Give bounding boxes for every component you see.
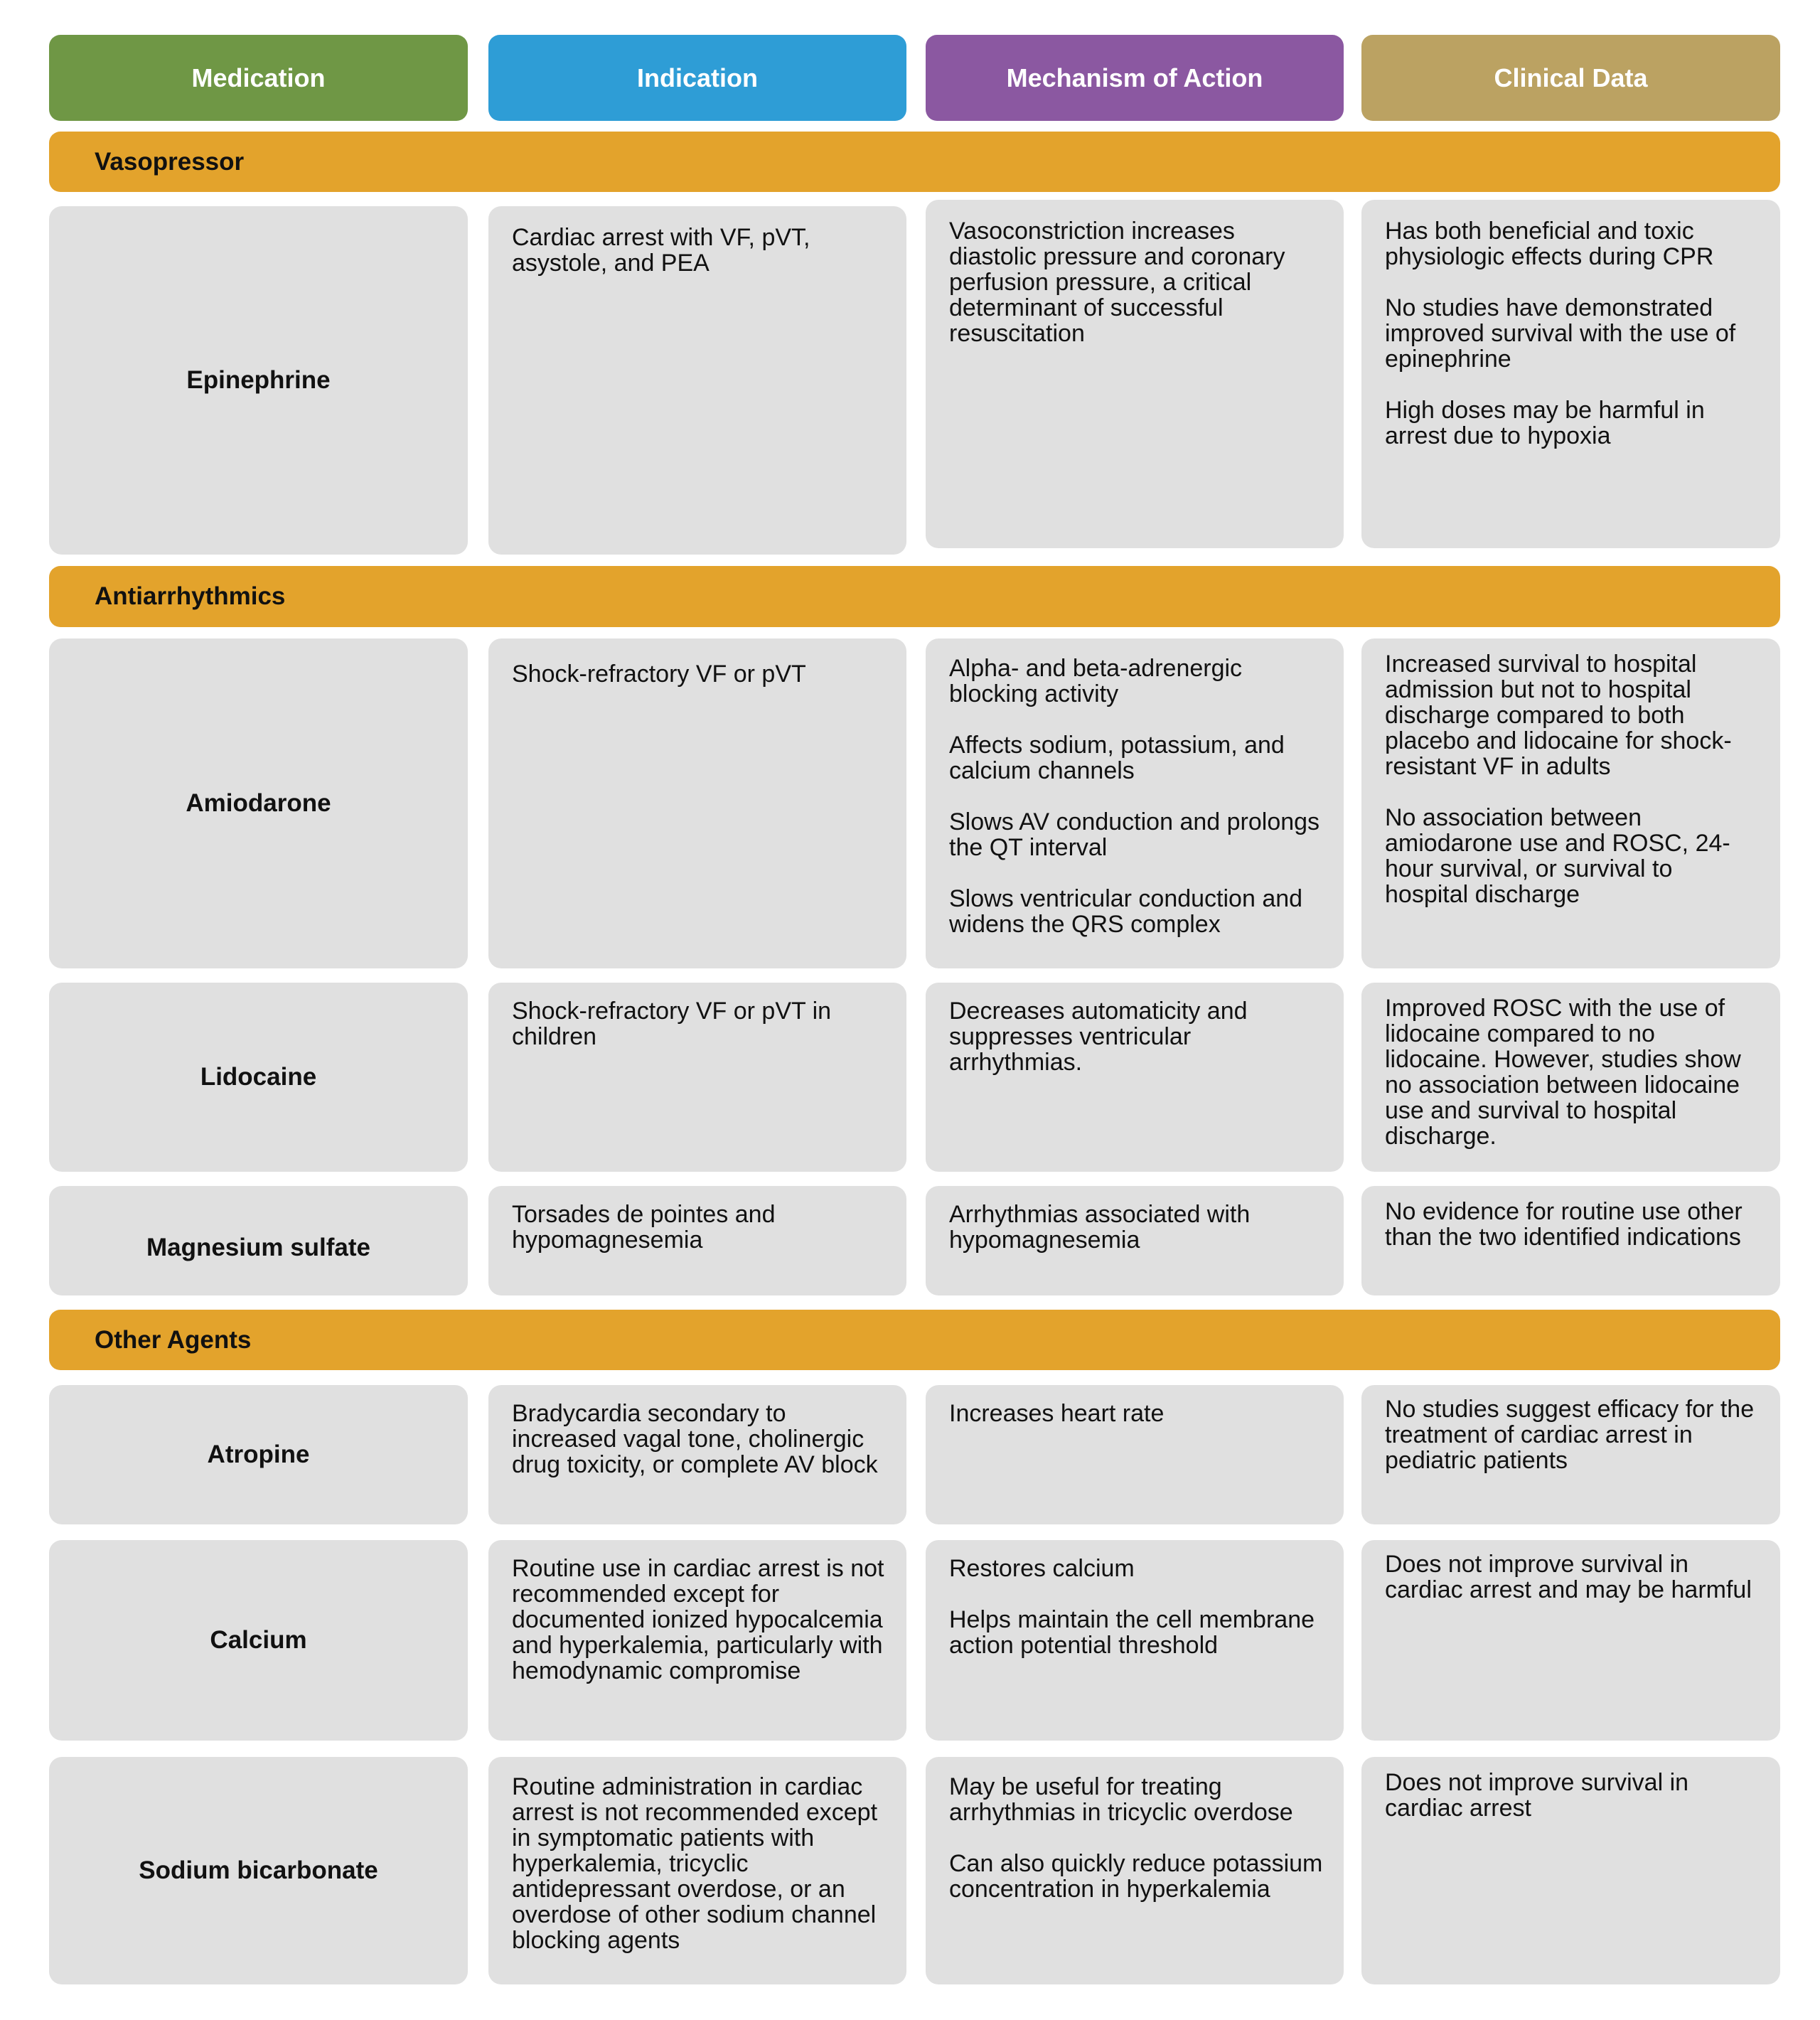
mechanism-text: Helps maintain the cell membrane action potential threshold [949, 1606, 1315, 1659]
clinical-text: Improved ROSC with the use of lidocaine compared to no lidocaine. However, studies show no association between lidocaine use and survival to hospital discharge. [1385, 995, 1741, 1150]
indication-text: Shock-refractory VF or pVT [512, 661, 806, 688]
indication-text: Routine use in cardiac arrest is not recommended except for documented ionized hypocalcemia and hyperkalemia, particularly with hemodynamic compromise [512, 1555, 884, 1684]
medication-cell-sodium-bicarbonate [49, 1757, 468, 1984]
header-label: Mechanism of Action [1006, 63, 1263, 92]
mechanism-cell-lidocaine [926, 983, 1344, 1172]
header-label: Clinical Data [1494, 63, 1648, 92]
mechanism-cell-epinephrine [926, 200, 1344, 548]
mechanism-text: May be useful for treating arrhythmias in tricyclic overdose [949, 1773, 1293, 1826]
clinical-text: Does not improve survival in cardiac arrest [1385, 1769, 1689, 1822]
mechanism-text: Arrhythmias associated with hypomagnesemia [949, 1201, 1251, 1254]
header-mechanism [926, 35, 1344, 121]
indication-cell-atropine [488, 1385, 906, 1524]
clinical-text: No association between amiodarone use and ROSC, 24-hour survival, or survival to hospital discharge [1385, 804, 1730, 908]
section-header-other-agents [49, 1310, 1780, 1370]
clinical-cell-atropine [1361, 1385, 1780, 1524]
medication-name: Magnesium sulfate [146, 1234, 371, 1261]
mechanism-text: Alpha- and beta-adrenergic blocking activity [949, 655, 1243, 707]
clinical-cell-magnesium-sulfate [1361, 1186, 1780, 1295]
clinical-cell-calcium [1361, 1540, 1780, 1741]
header-indication [488, 35, 906, 121]
indication-cell-amiodarone [488, 638, 906, 968]
section-title: Vasopressor [95, 147, 245, 176]
clinical-text: High doses may be harmful in arrest due to hypoxia [1385, 397, 1705, 449]
clinical-text: Does not improve survival in cardiac arrest and may be harmful [1385, 1551, 1752, 1603]
medication-cell-magnesium-sulfate [49, 1186, 468, 1295]
header-clinical-data [1361, 35, 1780, 121]
mechanism-text: Vasoconstriction increases diastolic pressure and coronary perfusion pressure, a critical determinant of successful resuscitation [949, 218, 1285, 347]
mechanism-text: Can also quickly reduce potassium concentration in hyperkalemia [949, 1850, 1323, 1903]
mechanism-cell-amiodarone [926, 638, 1344, 968]
section-header-vasopressor [49, 132, 1780, 192]
mechanism-text: Increases heart rate [949, 1400, 1165, 1427]
medication-cell-epinephrine [49, 206, 468, 555]
indication-cell-lidocaine [488, 983, 906, 1172]
clinical-text: No evidence for routine use other than the two identified indications [1385, 1198, 1743, 1251]
mechanism-text: Restores calcium [949, 1555, 1135, 1582]
indication-text: Shock-refractory VF or pVT in children [512, 998, 832, 1050]
indication-cell-epinephrine [488, 206, 906, 555]
medication-name: Amiodarone [186, 789, 331, 817]
indication-text: Bradycardia secondary to increased vagal tone, cholinergic drug toxicity, or complete AV block [512, 1400, 878, 1478]
clinical-text: Increased survival to hospital admission but not to hospital discharge compared to both placebo and lidocaine for shock-resistant VF in adults [1385, 651, 1732, 780]
indication-cell-calcium [488, 1540, 906, 1741]
indication-text: Torsades de pointes and hypomagnesemia [512, 1201, 776, 1254]
mechanism-text: Slows AV conduction and prolongs the QT interval [949, 808, 1320, 861]
medication-name: Atropine [207, 1441, 310, 1468]
medication-name: Lidocaine [200, 1063, 317, 1091]
medication-cell-amiodarone [49, 638, 468, 968]
mechanism-text: Decreases automaticity and suppresses ventricular arrhythmias. [949, 998, 1248, 1076]
clinical-cell-sodium-bicarbonate [1361, 1757, 1780, 1984]
clinical-cell-lidocaine [1361, 983, 1780, 1172]
section-title: Antiarrhythmics [95, 582, 286, 610]
indication-text: Routine administration in cardiac arrest is not recommended except in symptomatic patients with hyperkalemia, tricyclic antidepressant overdose, or an overdose of other sodium channel blocking agents [512, 1773, 878, 1954]
mechanism-cell-sodium-bicarbonate [926, 1757, 1344, 1984]
clinical-cell-epinephrine [1361, 200, 1780, 548]
medication-name: Calcium [210, 1626, 307, 1654]
mechanism-cell-atropine [926, 1385, 1344, 1524]
indication-cell-magnesium-sulfate [488, 1186, 906, 1295]
indication-cell-sodium-bicarbonate [488, 1757, 906, 1984]
mechanism-text: Slows ventricular conduction and widens the QRS complex [949, 885, 1303, 938]
mechanism-text: Affects sodium, potassium, and calcium channels [949, 732, 1285, 784]
section-title: Other Agents [95, 1325, 252, 1354]
medication-name: Sodium bicarbonate [139, 1856, 378, 1884]
mechanism-cell-calcium [926, 1540, 1344, 1741]
header-label: Indication [637, 63, 758, 92]
medication-cell-atropine [49, 1385, 468, 1524]
medication-cell-lidocaine [49, 983, 468, 1172]
clinical-text: No studies have demonstrated improved survival with the use of epinephrine [1385, 294, 1736, 373]
header-medication [49, 35, 468, 121]
medication-name: Epinephrine [186, 366, 331, 394]
clinical-text: Has both beneficial and toxic physiologic effects during CPR [1385, 218, 1714, 270]
section-header-antiarrhythmics [49, 566, 1780, 627]
medication-cell-calcium [49, 1540, 468, 1741]
indication-text: Cardiac arrest with VF, pVT, asystole, and PEA [512, 224, 810, 277]
header-label: Medication [191, 63, 326, 92]
clinical-text: No studies suggest efficacy for the treatment of cardiac arrest in pediatric patients [1385, 1396, 1755, 1474]
mechanism-cell-magnesium-sulfate [926, 1186, 1344, 1295]
clinical-cell-amiodarone [1361, 638, 1780, 968]
